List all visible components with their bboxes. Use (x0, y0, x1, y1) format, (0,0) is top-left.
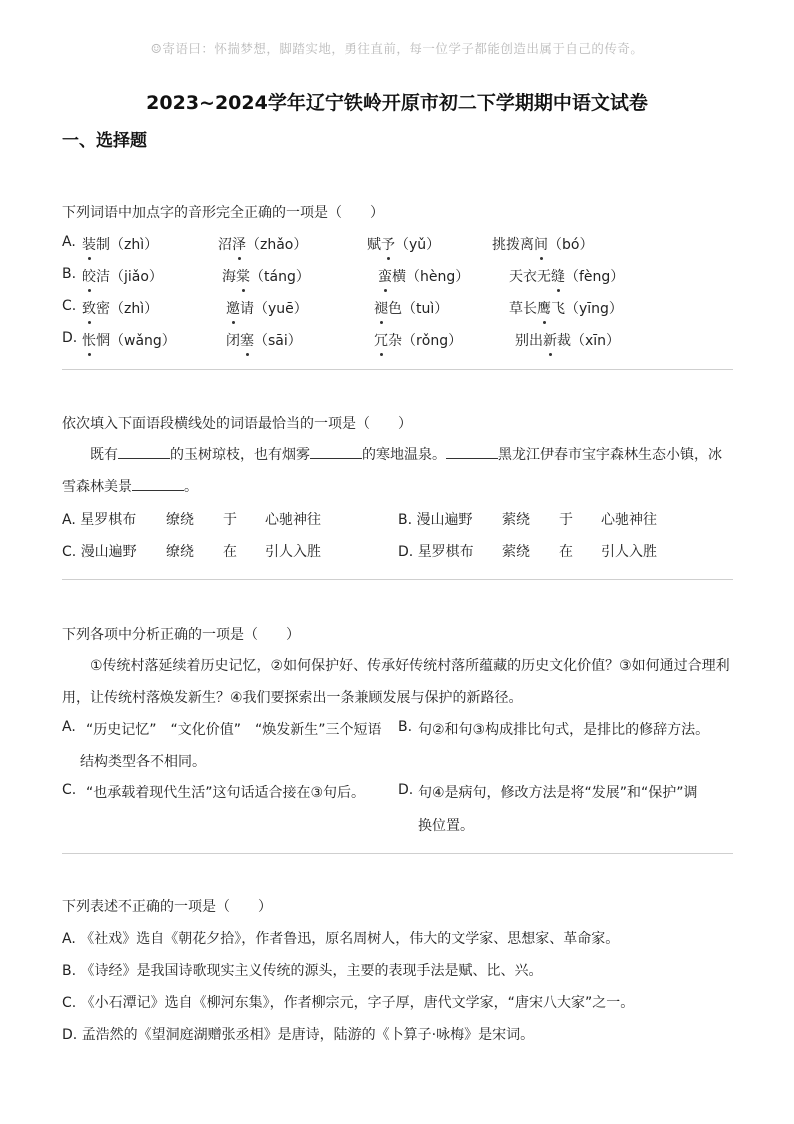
q1-d-item-3: 冗杂（rǒng） (374, 330, 462, 350)
q1-d-item-2: 闭塞（sāi） (226, 330, 302, 350)
q1-d-item-4: 别出新裁（xīn） (515, 330, 620, 350)
fill-blank (132, 478, 184, 491)
q2-option-a-word-4: 心驰神往 (265, 512, 321, 528)
q1-option-a-label: A. (62, 234, 76, 250)
q4-option-b: B. 《诗经》是我国诗歌现实主义传统的源头，主要的表现手法是赋、比、兴。 (62, 963, 543, 979)
q3-option-d-text: 句④是病句，修改方法是将“发展”和“保护”调 (418, 785, 698, 801)
q3-passage-line-1: ①传统村落延续着历史记忆，②如何保护好、传承好传统村落所蕴藏的历史文化价值？③如何通过合理利 (90, 658, 730, 674)
fill-blank (310, 446, 362, 459)
q2-option-b-word-2: 萦绕 (502, 512, 530, 528)
q3-option-a-label: A. (62, 719, 76, 735)
divider (62, 579, 733, 580)
q2-option-d: D. 星罗棋布 (398, 544, 474, 560)
question-1-stem: 下列词语中加点字的音形完全正确的一项是（ ） (62, 205, 384, 221)
q3-option-b-label: B. (398, 719, 413, 735)
q3-passage-line-2: 用，让传统村落焕发新生？④我们要探索出一条兼顾发展与保护的新路径。 (62, 690, 523, 706)
header-motto: ☺寄语曰：怀揣梦想，脚踏实地，勇往直前，每一位学子都能创造出属于自己的传奇。 (150, 41, 644, 56)
q1-c-item-2: 邀请（yuē） (226, 298, 308, 318)
q2-option-a: A. 星罗棋布 (62, 512, 137, 528)
q2-option-a-word-3: 于 (223, 512, 237, 528)
q2-option-c-word-3: 在 (223, 544, 237, 560)
q2-option-b: B. 漫山遍野 (398, 512, 473, 528)
q3-option-a-text: “历史记忆” “文化价值” “焕发新生”三个短语 (86, 722, 382, 738)
section-heading: 一、选择题 (62, 131, 147, 151)
q1-a-item-3: 赋予（yǔ） (367, 234, 440, 254)
divider (62, 853, 733, 854)
q1-option-b-label: B. (62, 266, 77, 282)
q1-c-item-4: 草长鹰飞（yīng） (509, 298, 623, 318)
q3-option-c-label: C. (62, 782, 77, 798)
q3-option-d-text-cont: 换位置。 (418, 818, 474, 834)
question-3-stem: 下列各项中分析正确的一项是（ ） (62, 627, 300, 643)
q4-option-d: D. 孟浩然的《望洞庭湖赠张丞相》是唐诗，陆游的《卜算子·咏梅》是宋词。 (62, 1027, 535, 1043)
q1-b-item-3: 蛮横（hèng） (378, 266, 469, 286)
q1-c-item-3: 褪色（tuì） (374, 298, 448, 318)
question-4-stem: 下列表述不正确的一项是（ ） (62, 899, 272, 915)
divider (62, 369, 733, 370)
q3-option-c-text: “也承载着现代生活”这句话适合接在③句后。 (86, 785, 366, 801)
q4-option-c: C. 《小石潭记》选自《柳河东集》，作者柳宗元，字子厚，唐代文学家，“唐宋八大家”之一。 (62, 995, 635, 1011)
q3-option-d-label: D. (398, 782, 414, 798)
q1-a-item-4: 挑拨离间（bó） (492, 234, 593, 254)
q2-passage-line-2: 雪森林美景 。 (62, 479, 198, 495)
page-title: 2023~2024学年辽宁铁岭开原市初二下学期期中语文试卷 (146, 92, 648, 114)
q4-option-a: A. 《社戏》选自《朝花夕拾》，作者鲁迅，原名周树人，伟大的文学家、思想家、革命家。 (62, 931, 620, 947)
question-2-stem: 依次填入下面语段横线处的词语最恰当的一项是（ ） (62, 416, 412, 432)
q2-option-c-word-2: 缭绕 (166, 544, 194, 560)
q1-option-c-label: C. (62, 298, 77, 314)
q2-option-d-word-4: 引人入胜 (601, 544, 657, 560)
q2-option-d-word-2: 萦绕 (502, 544, 530, 560)
q1-b-item-1: 皎洁（jiǎo） (82, 266, 163, 286)
fill-blank (118, 446, 170, 459)
q1-a-item-2: 沼泽（zhǎo） (218, 234, 307, 254)
q1-option-d-label: D. (62, 330, 78, 346)
q1-b-item-4: 天衣无缝（fèng） (509, 266, 624, 286)
q2-passage-line-1: 既有 的玉树琼枝，也有烟雾 的寒地温泉。 黑龙江伊春市宝宇森林生态小镇，冰 (90, 447, 722, 463)
q2-option-c: C. 漫山遍野 (62, 544, 137, 560)
q1-a-item-1: 装制（zhì） (82, 234, 158, 254)
q1-c-item-1: 致密（zhì） (82, 298, 158, 318)
q3-option-a-text-cont: 结构类型各不相同。 (80, 754, 206, 770)
q1-d-item-1: 怅惘（wǎng） (82, 330, 176, 350)
q2-option-d-word-3: 在 (559, 544, 573, 560)
q2-option-b-word-3: 于 (559, 512, 573, 528)
q2-option-a-word-2: 缭绕 (166, 512, 194, 528)
q3-option-b-text: 句②和句③构成排比句式，是排比的修辞方法。 (418, 722, 710, 738)
fill-blank (446, 446, 498, 459)
q2-option-c-word-4: 引人入胜 (265, 544, 321, 560)
q1-b-item-2: 海棠（táng） (222, 266, 310, 286)
q2-option-b-word-4: 心驰神往 (601, 512, 657, 528)
